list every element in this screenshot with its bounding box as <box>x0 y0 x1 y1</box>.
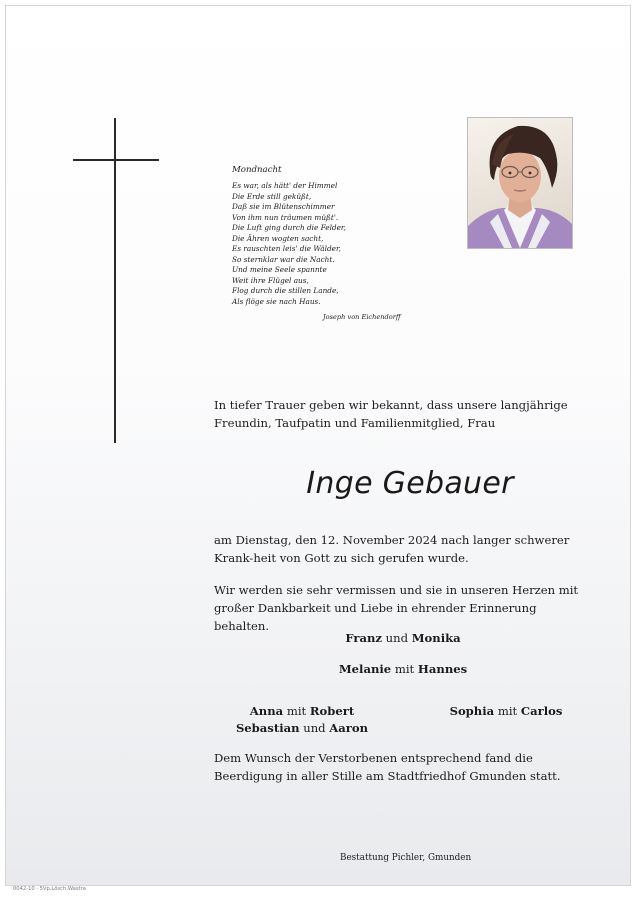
poem-line: So sternklar war die Nacht. <box>232 254 335 264</box>
mourner-line-4 <box>214 720 390 737</box>
poem-line: Als flöge sie nach Haus. <box>232 296 321 306</box>
mourner-name: Franz <box>345 631 382 645</box>
poem-lines <box>232 181 432 307</box>
remembrance-text: Wir werden sie sehr vermissen und sie in unseren Herzen mit großer Dankbarkeit und Liebe in ehrender Erinnerung behalten. <box>214 583 579 633</box>
poem-line: Daß sie im Blütenschimmer <box>232 202 335 211</box>
portrait-photo-icon <box>467 117 573 249</box>
mourner-connector: und <box>385 631 409 645</box>
mourner-name: Carlos <box>520 704 563 718</box>
portrait-illustration <box>468 118 572 248</box>
cross-horizontal-icon <box>73 159 159 161</box>
mourner-connector: mit <box>286 704 307 718</box>
poem-line: Die Ähren wogten sacht, <box>232 233 324 243</box>
poem <box>232 165 432 321</box>
mourner-group-left <box>214 703 390 736</box>
mourner-line-3 <box>214 703 390 720</box>
mourner-connector: mit <box>497 704 518 718</box>
death-date-text: am Dienstag, den 12. November 2024 nach langer schwerer Krank-heit von Gott zu sich gerufen wurde. <box>214 533 570 565</box>
mourner-name: Robert <box>309 704 355 718</box>
poem-line: Die Luft ging durch die Felder, <box>232 223 346 232</box>
mourner-name: Sophia <box>449 704 495 718</box>
mourner-name: Hannes <box>417 662 468 676</box>
mourner-name: Sebastian <box>235 720 300 735</box>
mourner-name: Anna <box>249 704 284 718</box>
poem-title: Mondnacht <box>232 165 282 175</box>
poem-line: Die Erde still geküßt, <box>232 191 312 201</box>
mourner-connector: mit <box>394 662 415 676</box>
poem-line: Von ihm nun träumen müßt'. <box>232 212 339 222</box>
mourner-connector: und <box>303 720 326 735</box>
burial-notice-text: Dem Wunsch der Verstorbenen entsprechend fand die Beerdigung in aller Stille am Stadtfriedhof Gmunden statt. <box>214 751 561 783</box>
poem-line: Es rauschten leis' die Wälder, <box>232 244 341 253</box>
cross-vertical-icon <box>114 118 116 443</box>
mourner-line-2 <box>214 661 592 677</box>
poem-line: Und meine Seele spannte <box>232 265 327 274</box>
mourner-name: Monika <box>411 631 461 645</box>
mourner-line-1 <box>214 630 592 646</box>
print-code: 0042-10 · 5Vp.Lösch.Wastra <box>13 886 86 892</box>
deceased-name: Inge Gebauer <box>306 466 514 501</box>
mourner-group-right <box>420 703 592 719</box>
poem-author: Joseph von Eichendorff <box>323 313 401 321</box>
announcement-text: In tiefer Trauer geben wir bekannt, dass unsere langjährige Freundin, Taufpatin und Familienmitglied, Frau <box>214 398 568 430</box>
poem-line: Es war, als hätt' der Himmel <box>232 181 338 190</box>
poem-line: Weit ihre Flügel aus, <box>232 275 309 285</box>
poem-line: Flog durch die stillen Lande, <box>232 286 339 295</box>
funeral-home: Bestattung Pichler, Gmunden <box>340 853 472 863</box>
mourner-name: Melanie <box>338 662 392 676</box>
mourner-name: Aaron <box>329 720 369 735</box>
